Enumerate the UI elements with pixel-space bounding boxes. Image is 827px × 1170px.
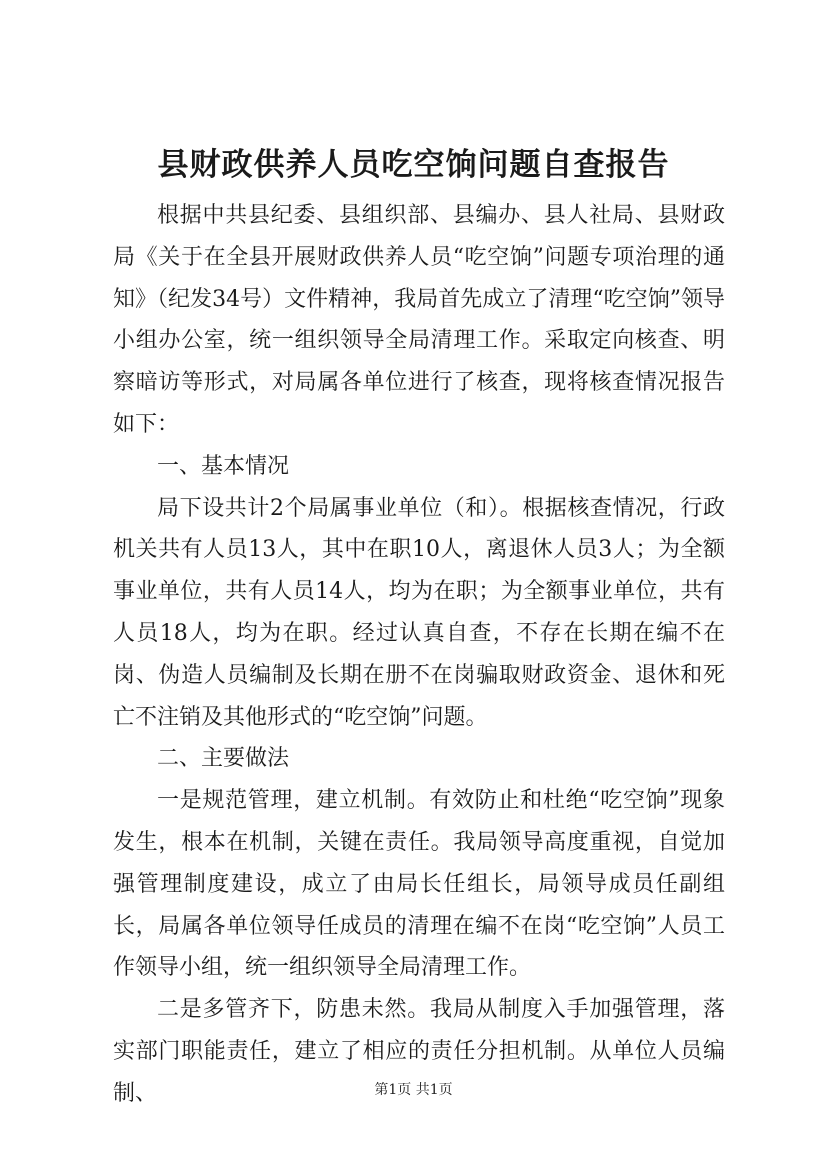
paragraph-intro: 根据中共县纪委、县组织部、县编办、县人社局、县财政局《关于在全县开展财政供养人员“吃空饷”问题专项治理的通知》（纪发34号）文件精神，我局首先成立了清理“吃空饷”领导小组办公室，统一组织领导全局清理工作。采取定向核查、明察暗访等形式，对局属各单位进行了核查，现将核查情况报告如下： [113,203,725,437]
page-footer: 第1页 共1页 [374,1082,453,1098]
document-body [113,195,725,1115]
paragraph-practice-two: 二是多管齐下，防患未然。我局从制度入手加强管理，落实部门职能责任，建立了相应的责任分担机制。从单位人员编制、 [113,997,725,1106]
paragraph-practice-one: 一是规范管理，建立机制。有效防止和杜绝“吃空饷”现象发生，根本在机制，关键在责任。我局领导高度重视，自觉加强管理制度建设，成立了由局长任组长，局领导成员任副组长，局属各单位领导任成员的清理在编不在岗“吃空饷”人员工作领导小组，统一组织领导全局清理工作。 [113,788,725,981]
section-heading-main-practices: 二、主要做法 [157,746,290,772]
section-heading-basic-situation: 一、基本情况 [157,453,290,479]
document-title: 县财政供养人员吃空饷问题自查报告 [157,147,670,183]
paragraph-basic-situation: 局下设共计2个局属事业单位（和）。根据核查情况，行政机关共有人员13人，其中在职10人，离退休人员3人；为全额事业单位，共有人员14人，均为在职；为全额事业单位，共有人员18人，均为在职。经过认真自查，不存在长期在编不在岗、伪造人员编制及长期在册不在岗骗取财政资金、退休和死亡不注销及其他形式的“吃空饷”问题。 [113,495,725,730]
